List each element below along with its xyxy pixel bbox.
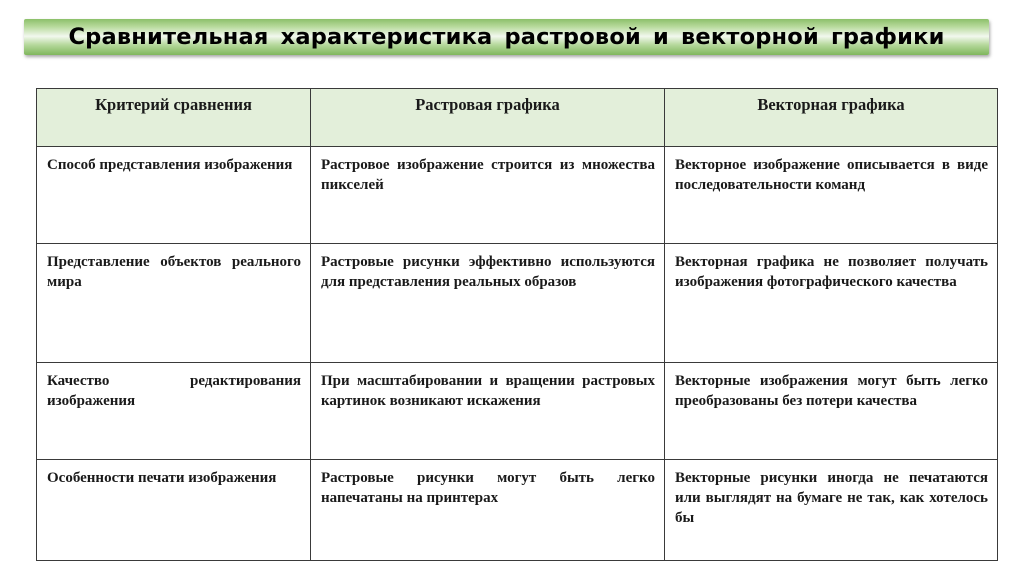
table-row <box>37 363 998 460</box>
header-raster: Растровая графика <box>311 89 665 147</box>
table-row <box>37 244 998 363</box>
cell-raster: При масштабировании и вращении растровых картинок возникают искажения <box>311 363 665 460</box>
comparison-table <box>36 88 998 561</box>
cell-criterion: Особенности печати изображения <box>37 460 311 561</box>
table-header-row <box>37 89 998 147</box>
cell-raster: Растровые рисунки эффективно используются для представления реальных образов <box>311 244 665 363</box>
cell-vector: Векторное изображение описывается в виде последовательности команд <box>665 147 998 244</box>
cell-raster: Растровое изображение строится из множества пикселей <box>311 147 665 244</box>
slide-title: Сравнительная характеристика растровой и векторной графики <box>68 24 945 50</box>
table-row <box>37 460 998 561</box>
cell-criterion: Представление объектов реального мира <box>37 244 311 363</box>
cell-raster: Растровые рисунки могут быть легко напечатаны на принтерах <box>311 460 665 561</box>
cell-criterion: Способ представления изображения <box>37 147 311 244</box>
cell-criterion: Качество редактирования изображения <box>37 363 311 460</box>
header-criterion: Критерий сравнения <box>37 89 311 147</box>
table-row <box>37 147 998 244</box>
comparison-table-container <box>36 88 997 561</box>
cell-vector: Векторные рисунки иногда не печатаются или выглядят на бумаге не так, как хотелось бы <box>665 460 998 561</box>
header-vector: Векторная графика <box>665 89 998 147</box>
slide-title-banner <box>24 19 989 55</box>
cell-vector: Векторная графика не позволяет получать изображения фотографического качества <box>665 244 998 363</box>
cell-vector: Векторные изображения могут быть легко преобразованы без потери качества <box>665 363 998 460</box>
